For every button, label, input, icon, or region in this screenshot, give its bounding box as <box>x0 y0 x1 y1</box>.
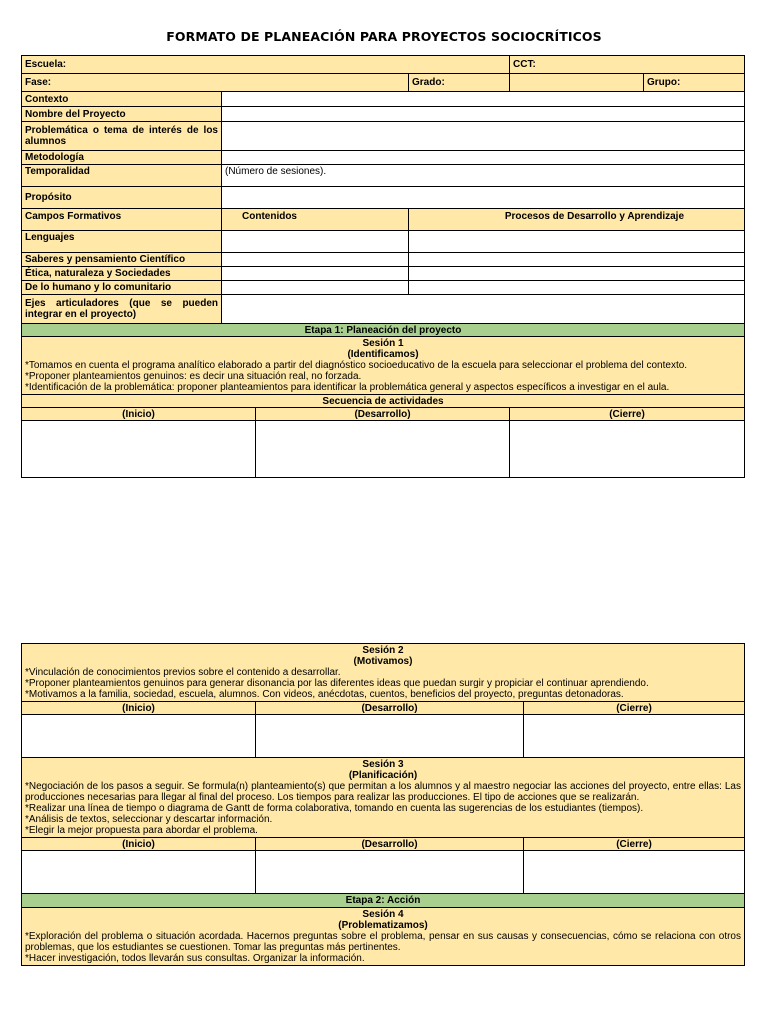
grado-field[interactable]: Grado: <box>409 74 510 92</box>
inicio-header: (Inicio) <box>22 838 256 851</box>
nombre-proyecto-label: Nombre del Proyecto <box>22 107 222 122</box>
contexto-value[interactable] <box>222 92 745 107</box>
sesion-2-line: *Vinculación de conocimientos previos sobre el contenido a desarrollar. <box>25 667 341 678</box>
nombre-proyecto-value[interactable] <box>222 107 745 122</box>
sesion-1-desarrollo[interactable] <box>256 421 510 478</box>
sesion-4-block <box>22 908 745 966</box>
desarrollo-header: (Desarrollo) <box>256 702 524 715</box>
fase-field[interactable]: Fase: <box>22 74 409 92</box>
grado-value[interactable] <box>510 74 644 92</box>
problematica-value[interactable] <box>222 122 745 151</box>
sesion-4-line: *Exploración del problema o situación acordada. Hacernos preguntas sobre el problema, pensar en sus causas y consecuencias, cómo se relaciona con otros problemas, que los estudiantes se cuestionen. Tomar las preguntas más pertinentes. <box>25 931 741 953</box>
etapa-2-header: Etapa 2: Acción <box>22 894 745 908</box>
sesion-3-line: *Análisis de textos, seleccionar y descartar información. <box>25 814 273 825</box>
sesion-1-cierre[interactable] <box>510 421 745 478</box>
sesion-1-line: *Tomamos en cuenta el programa analítico elaborado a partir del diagnóstico socioeducativo de la escuela para seleccionar el problema del contexto. <box>25 360 688 371</box>
planning-table-page-2 <box>21 643 745 966</box>
sesion-1-line: *Identificación de la problemática: proponer planteamientos para identificar la problemática general y aspectos específicos a investigar en el aula. <box>25 382 670 393</box>
sesion-4-title: Sesión 4 <box>362 909 404 920</box>
sesion-3-line: *Realizar una línea de tiempo o diagrama de Gantt de forma colaborativa, tomando en cuenta las sugerencias de los estudiantes (tiempos). <box>25 803 644 814</box>
sesion-1-title: Sesión 1 <box>362 338 404 349</box>
sesion-1-inicio[interactable] <box>22 421 256 478</box>
procesos-saberes[interactable] <box>409 253 745 267</box>
ejes-articuladores-label: Ejes articuladores (que se pueden integrar en el proyecto) <box>22 295 222 324</box>
procesos-humano[interactable] <box>409 281 745 295</box>
sesion-2-line: *Proponer planteamientos genuinos para generar disonancia por las diferentes ideas que puedan surgir y propiciar el continuar aprendiendo. <box>25 678 649 689</box>
procesos-header: Procesos de Desarrollo y Aprendizaje <box>409 209 745 231</box>
sesion-3-line: *Negociación de los pasos a seguir. Se formula(n) planteamiento(s) que permitan a los alumnos y al maestro negociar las acciones del proyecto, entre ellas: Las producciones necesarias para llegar al final del proceso. Los tiempos para realizar las producciones. El tipo de acciones que se realizarán. <box>25 781 741 803</box>
secuencia-header: Secuencia de actividades <box>22 395 745 408</box>
procesos-lenguajes[interactable] <box>409 231 745 253</box>
contenidos-lenguajes[interactable] <box>222 231 409 253</box>
sesion-3-block <box>22 758 745 838</box>
sesion-2-inicio[interactable] <box>22 715 256 758</box>
sesion-2-subtitle: (Motivamos) <box>353 656 413 667</box>
contexto-label: Contexto <box>22 92 222 107</box>
contenidos-etica[interactable] <box>222 267 409 281</box>
sesion-3-desarrollo[interactable] <box>256 851 524 894</box>
problematica-label: Problemática o tema de interés de los alumnos <box>22 122 222 151</box>
document-title: FORMATO DE PLANEACIÓN PARA PROYECTOS SOCIOCRÍTICOS <box>166 29 602 44</box>
desarrollo-header: (Desarrollo) <box>256 838 524 851</box>
sesion-2-line: *Motivamos a la familia, sociedad, escuela, alumnos. Con videos, anécdotas, cuentos, beneficios del proyecto, preguntas detonadoras. <box>25 689 624 700</box>
sesion-1-block <box>22 337 745 395</box>
campos-formativos-header: Campos Formativos <box>22 209 222 231</box>
temporalidad-value[interactable]: (Número de sesiones). <box>222 165 745 187</box>
cierre-header: (Cierre) <box>510 408 745 421</box>
contenidos-humano[interactable] <box>222 281 409 295</box>
temporalidad-label: Temporalidad <box>22 165 222 187</box>
sesion-3-cierre[interactable] <box>524 851 745 894</box>
grupo-field[interactable]: Grupo: <box>644 74 745 92</box>
inicio-header: (Inicio) <box>22 408 256 421</box>
sesion-3-subtitle: (Planificación) <box>348 770 418 781</box>
ejes-articuladores-value[interactable] <box>222 295 745 324</box>
sesion-4-subtitle: (Problematizamos) <box>338 920 428 931</box>
campo-humano: De lo humano y lo comunitario <box>22 281 222 295</box>
campo-lenguajes: Lenguajes <box>22 231 222 253</box>
sesion-2-desarrollo[interactable] <box>256 715 524 758</box>
proposito-value[interactable] <box>222 187 745 209</box>
procesos-etica[interactable] <box>409 267 745 281</box>
desarrollo-header: (Desarrollo) <box>256 408 510 421</box>
metodologia-label: Metodología <box>22 151 222 165</box>
inicio-header: (Inicio) <box>22 702 256 715</box>
cct-field[interactable]: CCT: <box>510 56 745 74</box>
sesion-1-line: *Proponer planteamientos genuinos: es decir una situación real, no forzada. <box>25 371 362 382</box>
sesion-2-title: Sesión 2 <box>362 645 404 656</box>
contenidos-saberes[interactable] <box>222 253 409 267</box>
contenidos-header: Contenidos <box>222 209 409 231</box>
sesion-1-subtitle: (Identificamos) <box>347 349 419 360</box>
campo-saberes: Saberes y pensamiento Científico <box>22 253 222 267</box>
planning-table-page-1 <box>21 55 745 478</box>
campo-etica: Ética, naturaleza y Sociedades <box>22 267 222 281</box>
etapa-1-header: Etapa 1: Planeación del proyecto <box>22 324 745 337</box>
sesion-3-line: *Elegir la mejor propuesta para abordar el problema. <box>25 825 258 836</box>
sesion-3-inicio[interactable] <box>22 851 256 894</box>
sesion-2-block <box>22 644 745 702</box>
sesion-4-line: *Hacer investigación, todos llevarán sus consultas. Organizar la información. <box>25 953 365 964</box>
sesion-3-title: Sesión 3 <box>362 759 404 770</box>
metodologia-value[interactable] <box>222 151 745 165</box>
sesion-2-cierre[interactable] <box>524 715 745 758</box>
cierre-header: (Cierre) <box>524 702 745 715</box>
cierre-header: (Cierre) <box>524 838 745 851</box>
escuela-field[interactable]: Escuela: <box>22 56 510 74</box>
proposito-label: Propósito <box>22 187 222 209</box>
